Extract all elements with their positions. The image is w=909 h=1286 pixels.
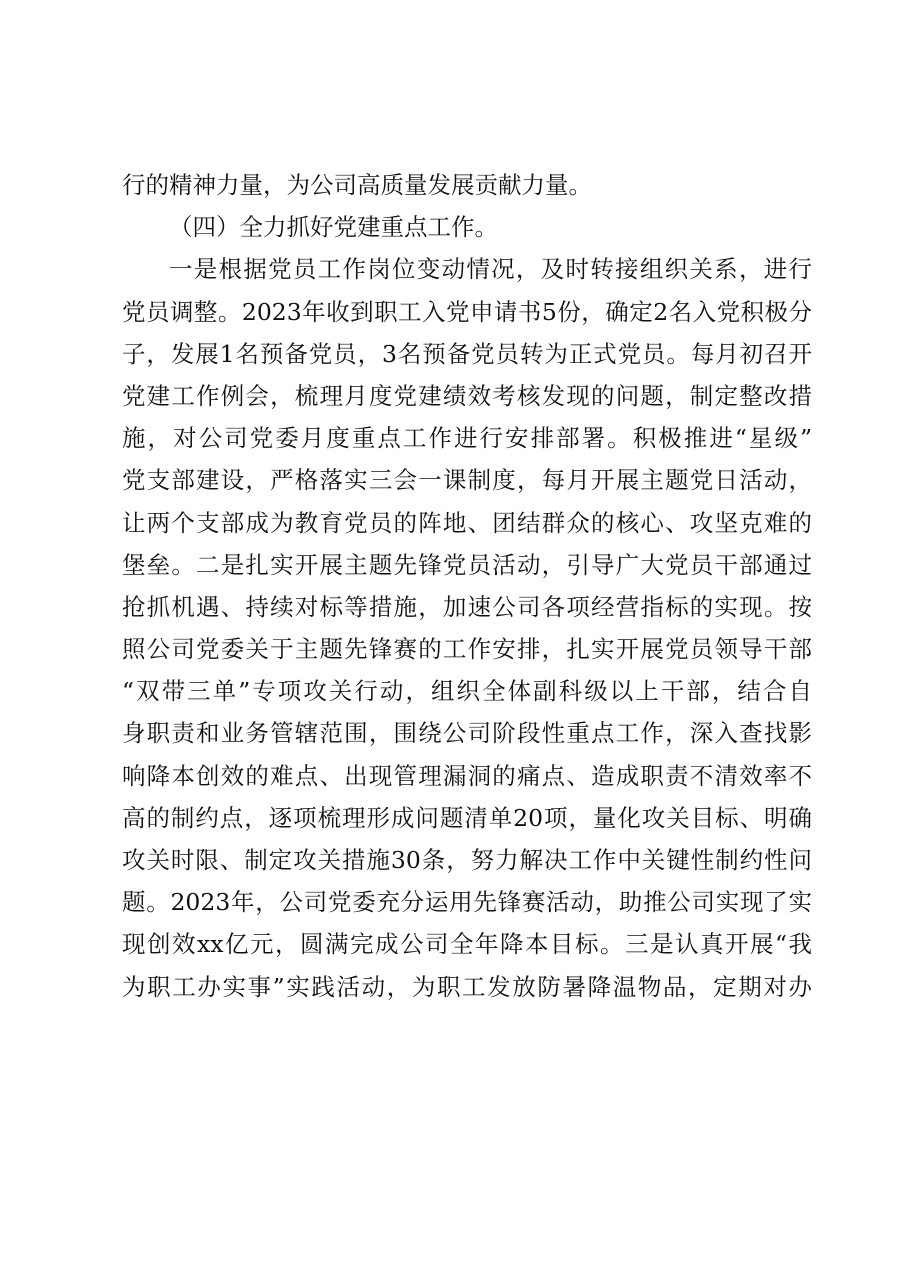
paragraph-line: 党建工作例会，梳理月度党建绩效考核发现的问题，制定整改措 — [122, 381, 812, 410]
paragraph-line: 党支部建设，严格落实三会一课制度，每月开展主题党日活动， — [122, 466, 812, 495]
paragraph-line: 子，发展1名预备党员，3名预备党员转为正式党员。每月初召开 — [122, 339, 812, 368]
section-heading: （四）全力抓好党建重点工作。 — [169, 213, 498, 242]
document-body — [122, 164, 812, 1008]
paragraph-line: 高的制约点，逐项梳理形成问题清单20项，量化攻关目标、明确 — [122, 803, 812, 832]
paragraph-line: 让两个支部成为教育党员的阵地、团结群众的核心、攻坚克难的 — [122, 508, 812, 537]
paragraph-line: 为职工办实事”实践活动，为职工发放防暑降温物品，定期对办 — [122, 972, 812, 1001]
paragraph-line: 响降本创效的难点、出现管理漏洞的痛点、造成职责不清效率不 — [122, 761, 812, 790]
paragraph-line: 照公司党委关于主题先锋赛的工作安排，扎实开展党员领导干部 — [122, 635, 812, 664]
paragraph-line: 抢抓机遇、持续对标等措施，加速公司各项经营指标的实现。按 — [122, 592, 812, 621]
paragraph-line: 党员调整。2023年收到职工入党申请书5份，确定2名入党积极分 — [122, 297, 812, 326]
paragraph-line: 行的精神力量，为公司高质量发展贡献力量。 — [122, 171, 592, 199]
paragraph-line: 题。2023年，公司党委充分运用先锋赛活动，助推公司实现了实 — [122, 888, 812, 917]
paragraph-line: 攻关时限、制定攻关措施30条，努力解决工作中关键性制约性问 — [122, 846, 812, 874]
paragraph-line: “双带三单”专项攻关行动，组织全体副科级以上干部，结合自 — [122, 677, 812, 706]
paragraph-line: 现创效xx亿元，圆满完成公司全年降本目标。三是认真开展“我 — [122, 930, 812, 959]
paragraph-line: 堡垒。二是扎实开展主题先锋党员活动，引导广大党员干部通过 — [122, 550, 812, 579]
paragraph-line: 施，对公司党委月度重点工作进行安排部署。积极推进“星级” — [122, 424, 812, 453]
paragraph-line: 一是根据党员工作岗位变动情况，及时转接组织关系，进行 — [169, 255, 812, 284]
paragraph-line: 身职责和业务管辖范围，围绕公司阶段性重点工作，深入查找影 — [122, 719, 812, 748]
